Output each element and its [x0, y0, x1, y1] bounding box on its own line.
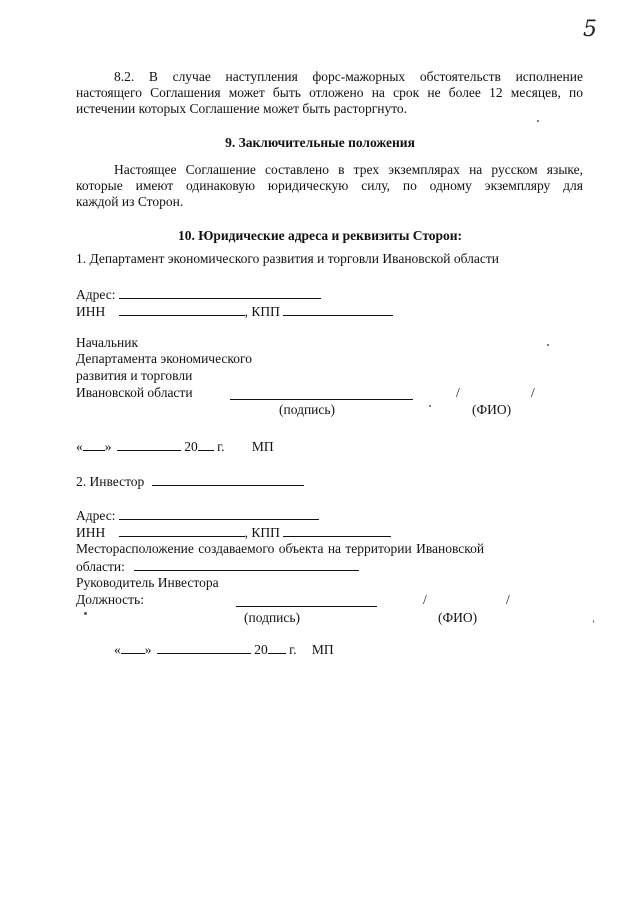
section-8-line-3: истечении которых Соглашение может быть расторгнуто. — [76, 101, 408, 116]
party1-date-row — [76, 438, 274, 455]
party1-slash-2: / — [531, 385, 535, 400]
party1-day-field[interactable] — [83, 438, 105, 451]
scan-speck — [537, 120, 539, 122]
section-9-heading: 9. Заключительные положения — [225, 135, 415, 150]
party2-date-close: » — [144, 642, 152, 657]
party1-address-field[interactable] — [119, 286, 321, 299]
party2-investor-field[interactable] — [152, 473, 304, 486]
party2-title-row — [76, 473, 304, 490]
party2-date-row — [114, 641, 334, 658]
section-8-line-1: 8.2. В случае наступления форс-мажорных обстоятельств исполнение — [114, 69, 583, 84]
party1-position-line-1: Начальник — [76, 335, 139, 350]
party2-location-row — [76, 558, 359, 575]
party2-location-line-1: Месторасположение создаваемого объекта на территории Ивановской — [76, 541, 485, 556]
section-9-line-1: Настоящее Соглашение составлено в трех экземплярах на русском языке, — [114, 162, 583, 177]
party1-fio-caption: (ФИО) — [472, 402, 512, 417]
party2-slash-2: / — [506, 592, 510, 607]
party1-year-suffix: г. — [217, 439, 225, 454]
section-9-line-3: каждой из Сторон. — [76, 194, 184, 209]
section-10-heading: 10. Юридические адреса и реквизиты Сторон: — [177, 228, 463, 243]
party1-inn-label: ИНН — [76, 304, 106, 319]
section-8-line-2: настоящего Соглашения может быть отложено на срок не более 12 месяцев, по — [76, 85, 583, 100]
party1-title: 1. Департамент экономического развития и торговли Ивановской области — [76, 251, 499, 266]
party2-month-field[interactable] — [157, 641, 251, 654]
party1-date-open: « — [76, 439, 83, 454]
party2-inn-row — [76, 524, 391, 541]
party2-location-field[interactable] — [134, 558, 359, 571]
party2-slash-1: / — [423, 592, 427, 607]
party1-position-line-2: Департамента экономического — [76, 351, 252, 366]
scan-speck — [429, 405, 431, 407]
party2-date-open: « — [114, 642, 121, 657]
party2-address-row — [76, 507, 319, 524]
party1-position-line-4: Ивановской области — [76, 385, 193, 400]
party1-address-label: Адрес: — [76, 287, 116, 302]
party1-kpp-field[interactable] — [283, 303, 393, 316]
party1-inn-row — [76, 303, 393, 320]
page-number: 5 — [583, 17, 597, 42]
section-9-paragraph — [76, 162, 583, 210]
party1-seal: МП — [251, 439, 274, 454]
party2-address-field[interactable] — [119, 507, 319, 520]
party1-inn-field[interactable] — [119, 303, 245, 316]
party2-inn-label: ИНН — [76, 525, 106, 540]
party1-slash-1: / — [456, 385, 460, 400]
party1-signature-caption: (подпись) — [279, 402, 336, 417]
party2-kpp-label: , КПП — [244, 525, 280, 540]
party1-year: 20 — [184, 439, 198, 454]
party1-position-line-3: развития и торговли — [76, 368, 193, 383]
party2-day-field[interactable] — [121, 641, 145, 654]
party1-year-field[interactable] — [198, 438, 214, 451]
scan-speck — [547, 344, 549, 346]
party2-kpp-field[interactable] — [283, 524, 391, 537]
party1-date-close: » — [104, 439, 112, 454]
scan-speck — [593, 620, 594, 623]
party1-address-row — [76, 286, 321, 303]
party2-signature-caption: (подпись) — [244, 610, 301, 625]
party2-inn-field[interactable] — [119, 524, 245, 537]
party2-year-suffix: г. — [289, 642, 297, 657]
party2-year: 20 — [254, 642, 268, 657]
party2-seal: МП — [311, 642, 334, 657]
party2-signature-field[interactable] — [236, 594, 377, 611]
party1-kpp-label: , КПП — [244, 304, 280, 319]
section-8-paragraph — [76, 69, 583, 117]
section-9-line-2: которые имеют одинаковую юридическую силу, по одному экземпляру для — [76, 178, 583, 193]
party2-location-label: области: — [76, 559, 125, 574]
party2-fio-caption: (ФИО) — [438, 610, 478, 625]
party1-month-field[interactable] — [117, 438, 181, 451]
scan-speck — [84, 612, 87, 615]
party2-address-label: Адрес: — [76, 508, 116, 523]
party2-position-label: Должность: — [76, 592, 144, 607]
party2-year-field[interactable] — [268, 641, 286, 654]
party2-title: 2. Инвестор — [76, 474, 145, 489]
party2-head-label: Руководитель Инвестора — [76, 575, 219, 590]
